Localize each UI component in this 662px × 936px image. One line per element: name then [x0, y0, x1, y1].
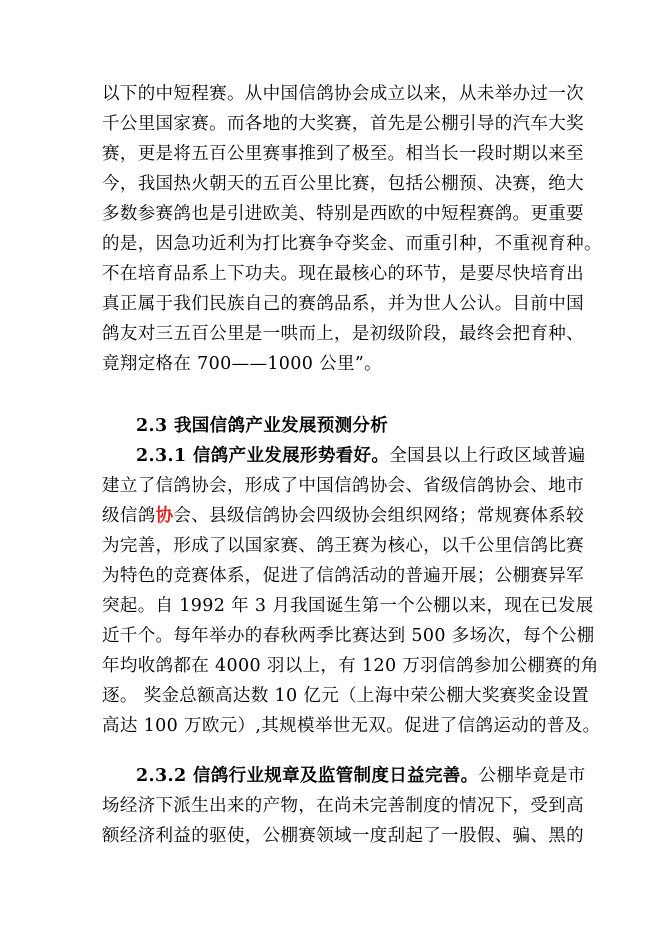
text-line: 千公里国家赛。而各地的大奖赛，首先是公棚引导的汽车大奖 [102, 114, 584, 134]
text-line: 额经济利益的驱使，公棚赛领域一度刮起了一股假、骗、黑的 [102, 826, 584, 846]
text-line: 高达 100 万欧元）,其规模举世无双。促进了信鸽运动的普及。 [102, 716, 601, 736]
text-run: 全国县以上行政区域普遍 [389, 446, 586, 466]
text-line [102, 441, 586, 471]
spacer [102, 741, 582, 761]
document-page [102, 79, 602, 851]
text-line: 竟翔定格在 700——1000 公里”。 [102, 354, 383, 374]
spacer [102, 379, 582, 411]
text-line: 多数参赛鸽也是引进欧美、特别是西欧的中短程赛鸽。更重要 [102, 204, 584, 224]
paragraph-2-3-1 [102, 441, 601, 741]
text-line: 为特色的竞赛体系，促进了信鸽活动的普遍开展；公棚赛异军 [102, 566, 584, 586]
text-line [102, 501, 582, 531]
text-line: 真正属于我们民族自己的赛鸽品系，并为世人公认。目前中国 [102, 294, 584, 314]
text-line: 的是，因急功近利为打比赛争夺奖金、而重引种，不重视育种。 [102, 234, 602, 254]
text-line [102, 761, 586, 791]
paragraph-continuation [102, 79, 602, 379]
highlighted-char: 协 [155, 506, 174, 526]
text-line: 为完善，形成了以国家赛、鸽王赛为核心，以千公里信鸽比赛 [102, 536, 584, 556]
subsection-title: 2.3.1 信鸽产业发展形势看好。 [136, 446, 390, 466]
text-line: 鸽友对三五百公里是一哄而上，是初级阶段，最终会把育种、 [102, 324, 584, 344]
text-line: 以下的中短程赛。从中国信鸽协会成立以来，从未举办过一次 [102, 84, 584, 104]
text-line: 今，我国热火朝天的五百公里比赛，包括公棚预、决赛，绝大 [102, 174, 584, 194]
text-run: 会、县级信鸽协会四级协会组织网络；常规赛体系较 [173, 506, 584, 526]
text-run: 级信鸽 [102, 506, 156, 526]
text-line: 近千个。每年举办的春秋两季比赛达到 500 多场次，每个公棚 [102, 626, 595, 646]
text-line: 赛，更是将五百公里赛事推到了极至。相当长一段时期以来至 [102, 144, 584, 164]
text-line: 建立了信鸽协会，形成了中国信鸽协会、省级信鸽协会、地市 [102, 476, 584, 496]
section-heading: 2.3 我国信鸽产业发展预测分析 [136, 416, 389, 436]
subsection-title: 2.3.2 信鸽行业规章及监管制度日益完善。 [136, 766, 479, 786]
text-line: 突起。自 1992 年 3 月我国诞生第一个公棚以来，现在已发展 [102, 596, 594, 616]
text-line: 不在培育品系上下功夫。现在最核心的环节，是要尽快培育出 [102, 264, 584, 284]
text-line: 年均收鸽都在 4000 羽以上，有 120 万羽信鸽参加公棚赛的角 [102, 656, 599, 676]
paragraph-2-3-2 [102, 761, 586, 851]
text-run: 公棚毕竟是市 [478, 766, 586, 786]
text-line: 场经济下派生出来的产物，在尚未完善制度的情况下，受到高 [102, 796, 584, 816]
text-line: 逐。 奖金总额高达数 10 亿元（上海中荣公棚大奖赛奖金设置 [102, 686, 589, 706]
